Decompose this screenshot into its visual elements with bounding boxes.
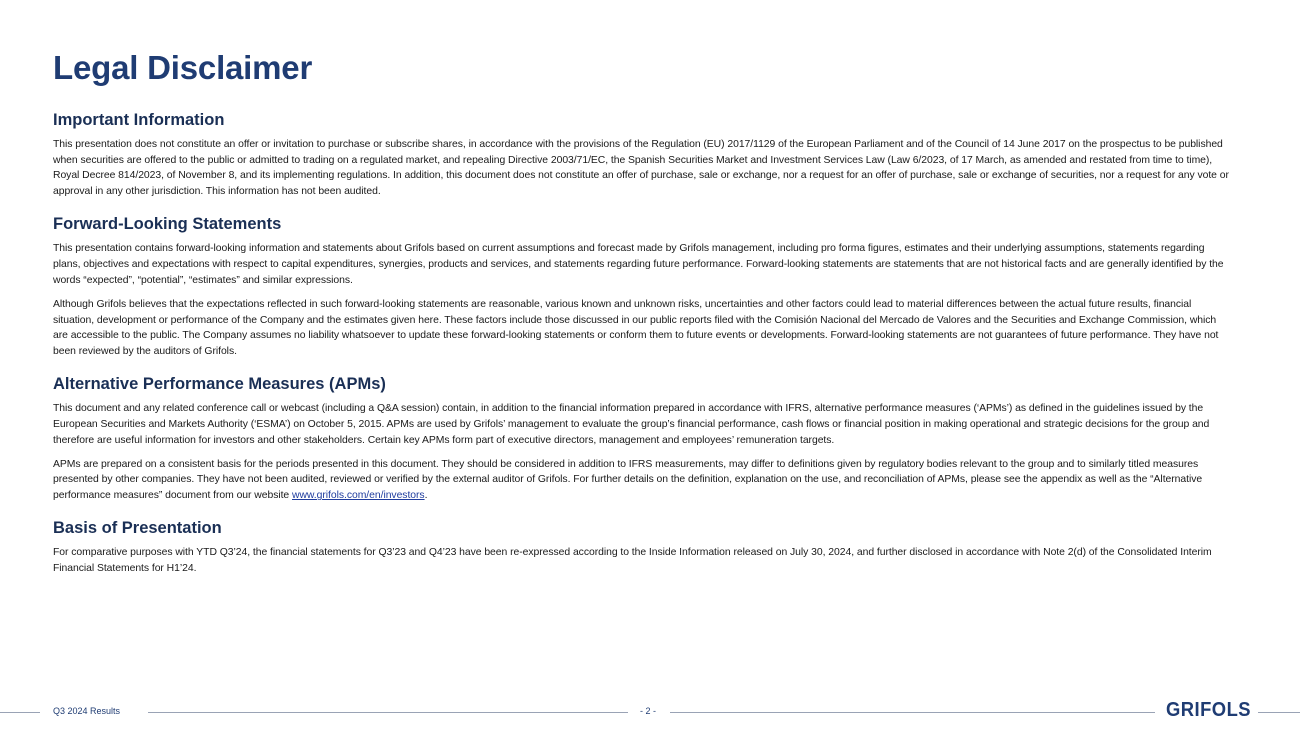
section-basis-of-presentation: [53, 518, 1233, 576]
section-heading: Forward-Looking Statements: [53, 215, 282, 234]
paragraph: This presentation does not constitute an offer or invitation to purchase or subscribe shares, in accordance with the provisions of the Regulation (EU) 2017/1129 of the European Parliament and of the Council of 14 June 2017 on the prospectus to be published when securities are offered to the public or admitted to trading on a regulated market, and repealing Directive 2003/71/EC, the Spanish Securities Market and Investment Services Law (Law 6/2023, of 17 March, as amended and restated from time to time), Royal Decree 814/2023, of November 8, and its implementing regulations. In addition, this document does not constitute an offer of purchase, sale or exchange, nor a request for an offer of purchase, sale or exchange of securities, nor a request for any vote or approval in any other jurisdiction. This information has not been audited.: [53, 138, 1229, 198]
section-forward-looking-statements: [53, 214, 1233, 360]
section-heading: Alternative Performance Measures (APMs): [53, 375, 386, 394]
investors-website-link[interactable]: www.grifols.com/en/investors: [292, 490, 425, 502]
disclaimer-content: [53, 110, 1233, 591]
footer-divider: [0, 712, 40, 713]
section-heading: Basis of Presentation: [53, 519, 222, 538]
section-important-information: [53, 110, 1233, 200]
section-heading: Important Information: [53, 111, 225, 129]
paragraph-with-link: [53, 457, 1233, 505]
paragraph: For comparative purposes with YTD Q3’24, the financial statements for Q3’23 and Q4’23 have been re-expressed according to the Inside Information released on July 30, 2024, and further disclosed in accordance with Note 2(d) of the Consolidated Interim Financial Statements for H1’24.: [53, 546, 1212, 574]
footer-report-label: Q3 2024 Results: [53, 706, 121, 716]
footer-divider: [1258, 712, 1300, 713]
paragraph: This document and any related conference call or webcast (including a Q&A session) contain, in addition to the financial information prepared in accordance with IFRS, alternative performance measures (‘APMs’) as defined in the guidelines issued by the European Securities and Markets Authority (‘ESMA’) on October 5, 2015. APMs are used by Grifols’ management to evaluate the group’s financial performance, cash flows or financial position in making operational and strategic decisions for the group and therefore are useful information for investors and other stakeholders. Certain key APMs form part of executive directors, management and employees’ remuneration targets.: [53, 402, 1210, 446]
footer-divider: [670, 712, 1155, 713]
page-title: Legal Disclaimer: [53, 49, 313, 86]
footer-divider: [148, 712, 628, 713]
paragraph-text: APMs are prepared on a consistent basis for the periods presented in this document. They should be considered in addition to IFRS measurements, may differ to definitions given by regulatory bodies relevant to the group and to similarly titled measures presented by other companies. They have not been audited, reviewed or verified by the external auditor of Grifols. For further details on the definition, explanation on the use, and reconciliation of APMs, please see the appendix as well as the “Alternative performance measures” document from our website: [53, 458, 1203, 502]
paragraph: This presentation contains forward-looking information and statements about Grifols based on current assumptions and forecast made by Grifols management, including pro forma figures, estimates and their underlying assumptions, statements regarding plans, objectives and expectations with respect to capital expenditures, synergies, products and services, and statements regarding future performance. Forward-looking statements are statements that are not historical facts and are generally identified by the words “expected”, “potential”, “estimates” and similar expressions.: [53, 242, 1224, 286]
page-number: - 2 -: [640, 706, 657, 716]
paragraph-end: .: [424, 490, 428, 502]
grifols-logo: GRIFOLS: [1166, 699, 1251, 721]
paragraph: Although Grifols believes that the expectations reflected in such forward-looking statements are reasonable, various known and unknown risks, uncertainties and other factors could lead to material differences between the actual future results, financial situation, development or performance of the Company and the estimates given here. These factors include those discussed in our public reports filed with the Comisión Nacional del Mercado de Valores and the Securities and Exchange Commission, which are accessible to the public. The Company assumes no liability whatsoever to update these forward-looking statements or conform them to future events or developments. Forward-looking statements are not guarantees of future performance. They have not been reviewed by the auditors of Grifols.: [53, 298, 1219, 358]
footer: [0, 696, 1300, 726]
section-alternative-performance-measures: [53, 374, 1233, 504]
